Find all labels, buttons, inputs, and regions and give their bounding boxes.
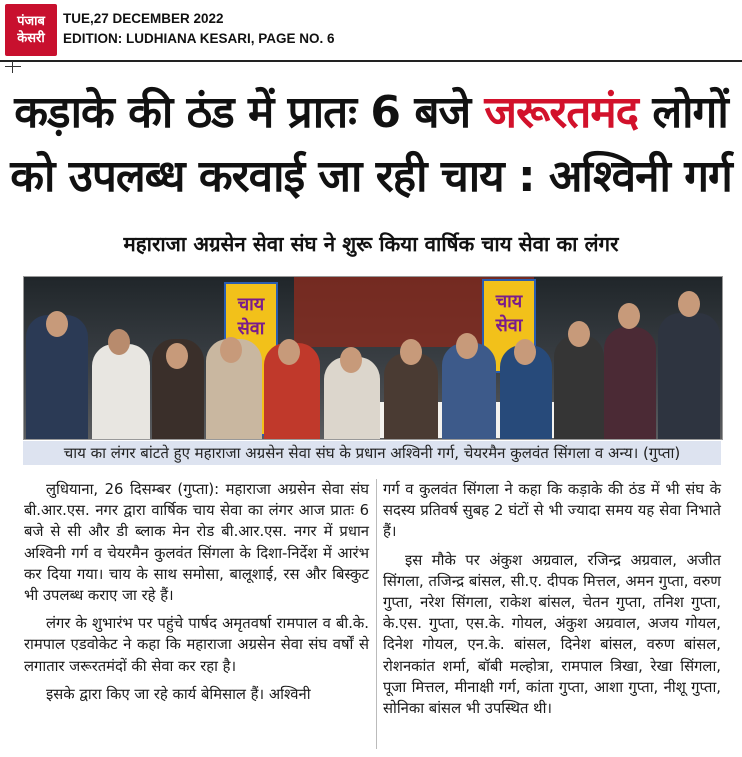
article-paragraph: इस मौके पर अंकुश अग्रवाल, रजिन्द्र अग्रवाल, अजीत सिंगला, तजिन्द्र बांसल, सी.ए. दीपक मित्तल, अमन गुप्ता, वरुण गुप्ता, नरेश सिंगला, राकेश बांसल, चेतन गुप्ता, तनिश गुप्ता, के.एस. गुप्ता, एस.के. गोयल, अंकुश अग्रवाल, अजय गोयल, दिनेश गोयल, एन.के. बांसल, दिनेश बांसल, वरुण बांसल, रोशनकांत शर्मा, बॉबी मल्होत्रा, रामपाल त्रिखा, रेखा सिंगला, पूजा मित्तल, मीनाक्षी गर्ग, कांता गुप्ता, आशा गुप्ता, नीशू गुप्ता, सोनिका बांसल भी उपस्थित थी। <box>383 551 721 718</box>
headline-line-2: को उपलब्ध करवाई जा रही चाय : अश्विनी गर्ग <box>10 151 732 202</box>
article-paragraph: लंगर के शुभारंभ पर पहुंचे पार्षद अमृतवर्षा रामपाल व बी.के. रामपाल एडवोकेट ने कहा कि महाराजा अग्रसेन सेवा संघ वर्षों से लगातार जरूरतमंदों की सेवा कर रहा है। <box>24 615 369 675</box>
article-column-2 <box>383 479 721 719</box>
headline-highlight: जरूरतमंद <box>484 87 638 138</box>
masthead-rule <box>0 60 742 62</box>
subheadline: महाराजा अग्रसेन सेवा संघ ने शुरू किया वार्षिक चाय सेवा का लंगर <box>123 232 619 256</box>
tea-seva-banner-left: चाय सेवा <box>224 282 278 436</box>
logo-line-2: केसरी <box>17 31 45 46</box>
news-photo <box>23 276 723 440</box>
publication-date: TUE,27 DECEMBER 2022 <box>63 11 224 26</box>
photo-caption: चाय का लंगर बांटते हुए महाराजा अग्रसेन सेवा संघ के प्रधान अश्विनी गर्ग, चेयरमैन कुलवंत सिंगला व अन्य। (गुप्ता) <box>23 441 721 465</box>
headline-line-1 <box>0 80 742 140</box>
edition-page: EDITION: LUDHIANA KESARI, PAGE NO. 6 <box>63 31 335 46</box>
logo-line-1: पंजाब <box>17 14 45 29</box>
crop-mark-icon <box>5 61 21 73</box>
newspaper-logo <box>5 4 57 56</box>
tea-seva-banner-right: चाय सेवा <box>482 279 536 373</box>
article-paragraph: लुधियाना, 26 दिसम्बर (गुप्ता): महाराजा अग्रसेन सेवा संघ बी.आर.एस. नगर द्वारा वार्षिक चाय सेवा का लंगर आज प्रातः 6 बजे से सी और डी ब्लाक मेन रोड बी.आर.एस. नगर में प्रधान अश्विनी गर्ग व चेयरमैन कुलवंत सिंगला के दिशा-निर्देश में आरंभ कर दिया गया। चाय के साथ समोसा, बालूशाई, रस और बिस्कुट भी उपलब्ध कराए जा रहे हैं। <box>24 481 369 605</box>
column-divider <box>376 479 377 749</box>
article-paragraph: गर्ग व कुलवंत सिंगला ने कहा कि कड़ाके की ठंड में भी संघ के सदस्य प्रतिवर्ष सुबह 2 घंटों से भी ज्यादा समय यह सेवा निभाते हैं। <box>383 481 721 541</box>
masthead <box>0 0 742 60</box>
headline-part-2: लोगों <box>638 87 728 138</box>
edition-info <box>63 9 335 49</box>
article-column-1 <box>24 479 369 705</box>
article-paragraph: इसके द्वारा किए जा रहे कार्य बेमिसाल हैं। अश्विनी <box>46 685 311 703</box>
headline-part-1: कड़ाके की ठंड में प्रातः 6 बजे <box>14 87 485 138</box>
